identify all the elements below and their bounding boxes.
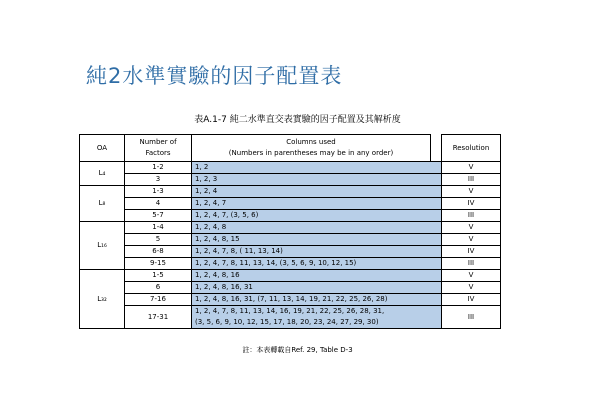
table-row [80, 210, 501, 222]
table-row [80, 198, 501, 210]
table-row [80, 222, 501, 234]
columns-cell [192, 162, 442, 174]
columns-text: 1, 2, 4, 7, (3, 5, 6) [195, 211, 259, 219]
factors-cell: 4 [125, 198, 192, 210]
table-row [80, 186, 501, 198]
columns-text: 1, 2, 4, 8, 15 [195, 235, 240, 243]
oa-cell: L₃₂ [80, 270, 125, 329]
columns-text: 1, 2, 4, 7, 8, 11, 13, 14, (3, 5, 6, 9, 10, 12, 15) [195, 259, 357, 267]
header-factors: Number of Factors [125, 135, 192, 162]
factors-cell: 5 [125, 234, 192, 246]
columns-cell [192, 186, 442, 198]
columns-cell [192, 246, 442, 258]
factors-cell: 1-4 [125, 222, 192, 234]
columns-text: 1, 2, 4, 8 [195, 223, 227, 231]
table-row [80, 234, 501, 246]
resolution-cell: V [442, 234, 501, 246]
resolution-cell: III [442, 174, 501, 186]
header-oa: OA [80, 135, 125, 162]
factors-cell: 6-8 [125, 246, 192, 258]
factors-cell: 1-2 [125, 162, 192, 174]
columns-cell [192, 210, 442, 222]
columns-text: 1, 2, 4, 8, 16, 31, (7, 11, 13, 14, 19, 21, 22, 25, 26, 28) [195, 295, 388, 303]
resolution-cell: V [442, 282, 501, 294]
columns-cell [192, 258, 442, 270]
resolution-cell: IV [442, 246, 501, 258]
columns-cell [192, 234, 442, 246]
columns-text: 1, 2, 4, 7, 8, 11, 13, 14, 16, 19, 21, 22, 25, 26, 28, 31, [195, 307, 385, 315]
table-row [80, 294, 501, 306]
table-row [80, 282, 501, 294]
columns-text: 1, 2, 4, 7 [195, 199, 227, 207]
table-body [80, 162, 501, 329]
columns-text: 1, 2, 3 [195, 175, 218, 183]
oa-cell: L₈ [80, 186, 125, 222]
columns-text: 1, 2, 4, 8, 16 [195, 271, 240, 279]
table-caption: 表A.1-7 純二水準直交表實驗的因子配置及其解析度 [194, 115, 401, 125]
oa-cell: L₄ [80, 162, 125, 186]
columns-text: 1, 2 [195, 163, 209, 171]
columns-cell [192, 222, 442, 234]
columns-cell [192, 270, 442, 282]
table-row [80, 258, 501, 270]
resolution-cell: III [442, 306, 501, 329]
table-row [80, 270, 501, 282]
columns-text: 1, 2, 4, 8, 16, 31 [195, 283, 253, 291]
resolution-cell: V [442, 162, 501, 174]
factors-cell: 9-15 [125, 258, 192, 270]
factors-cell: 17-31 [125, 306, 192, 329]
table-row [80, 306, 501, 329]
table-row [80, 174, 501, 186]
columns-cell [192, 198, 442, 210]
table-footnote: 註：本表轉載自Ref. 29, Table D-3 [242, 346, 353, 354]
factors-cell: 1-5 [125, 270, 192, 282]
resolution-cell: III [442, 210, 501, 222]
oa-cell: L₁₆ [80, 222, 125, 270]
factors-cell: 1-3 [125, 186, 192, 198]
columns-cell [192, 306, 442, 329]
header-columns-subtitle: (Numbers in parentheses may be in any order) [228, 149, 394, 157]
resolution-cell: III [442, 258, 501, 270]
resolution-cell: IV [442, 294, 501, 306]
header-resolution: Resolution [442, 135, 501, 162]
table-row [80, 246, 501, 258]
factors-cell: 6 [125, 282, 192, 294]
columns-text-continued: (3, 5, 6, 9, 10, 12, 15, 17, 18, 20, 23, 24, 27, 29, 30) [195, 318, 379, 326]
columns-cell [192, 294, 442, 306]
table-header-row [80, 135, 501, 162]
resolution-cell: V [442, 186, 501, 198]
header-columns-title: Columns used [286, 138, 336, 146]
resolution-cell: V [442, 270, 501, 282]
slide-title: 純2水準實驗的因子配置表 [86, 64, 343, 88]
table-row [80, 162, 501, 174]
header-gap [431, 135, 442, 162]
columns-cell [192, 174, 442, 186]
resolution-cell: IV [442, 198, 501, 210]
columns-text: 1, 2, 4 [195, 187, 218, 195]
factors-cell: 7-16 [125, 294, 192, 306]
columns-cell [192, 282, 442, 294]
factor-assignment-table [79, 134, 501, 329]
header-columns [192, 135, 431, 162]
columns-text: 1, 2, 4, 7, 8, ( 11, 13, 14) [195, 247, 283, 255]
factors-cell: 5-7 [125, 210, 192, 222]
factors-cell: 3 [125, 174, 192, 186]
resolution-cell: V [442, 222, 501, 234]
